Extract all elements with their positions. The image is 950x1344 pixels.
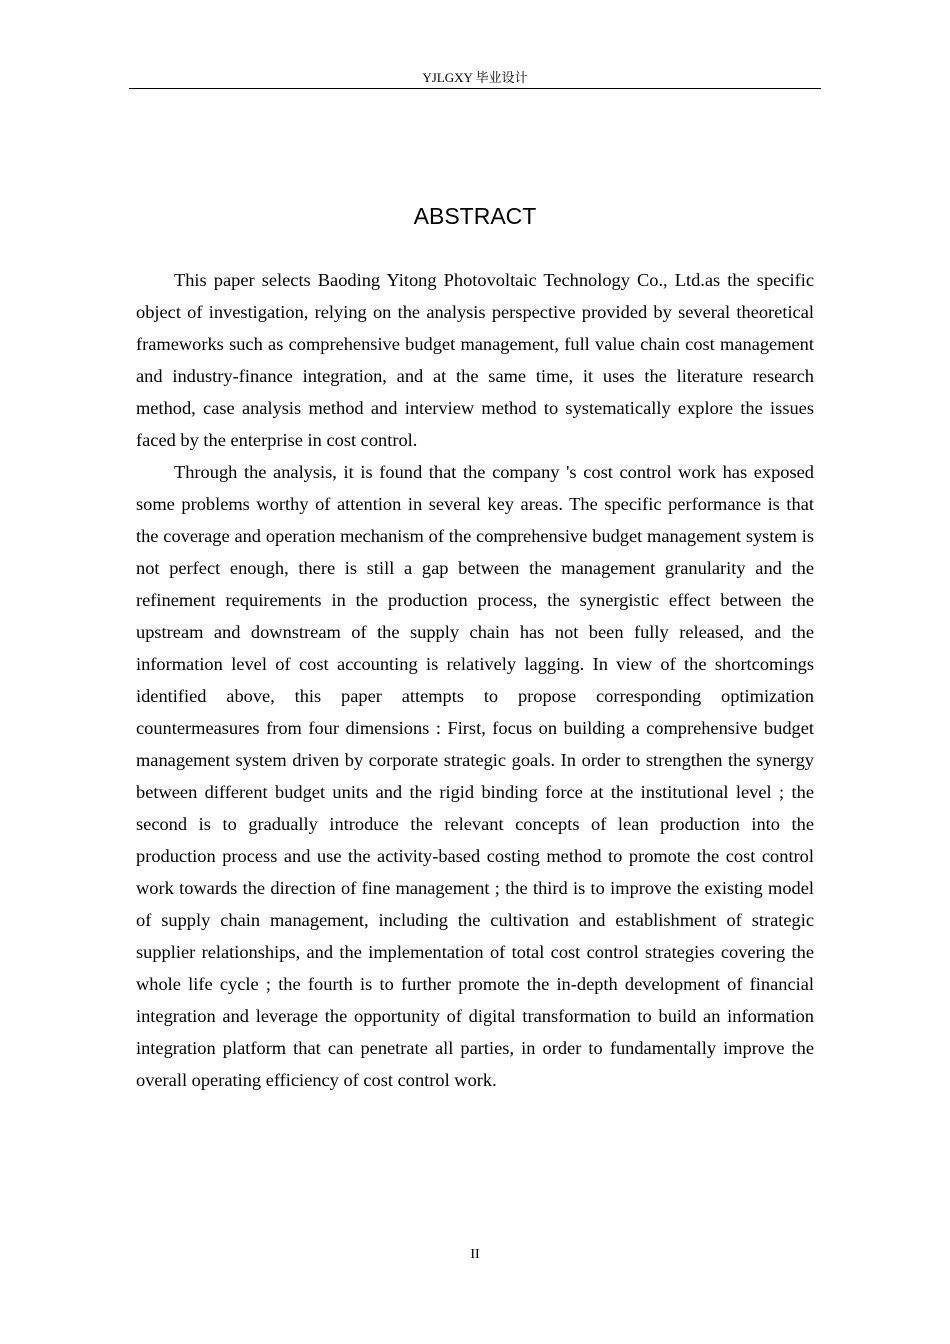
abstract-title: ABSTRACT (413, 203, 537, 229)
abstract-paragraph-1: This paper selects Baoding Yitong Photovoltaic Technology Co., Ltd.as the specific object of investigation, relying on the analysis perspective provided by several theoretical frameworks such as comprehensive budget management, full value chain cost management and industry-finance integration, and at the same time, it uses the literature research method, case analysis method and interview method to systematically explore the issues faced by the enterprise in cost control. (136, 270, 814, 450)
abstract-paragraph-2: Through the analysis, it is found that the company 's cost control work has exposed some problems worthy of attention in several key areas. The specific performance is that the coverage and operation mechanism of the comprehensive budget management system is not perfect enough, there is still a gap between the management granularity and the refinement requirements in the production process, the synergistic effect between the upstream and downstream of the supply chain has not been fully released, and the information level of cost accounting is relatively lagging. In view of the shortcomings identified above, this paper attempts to propose corresponding optimization countermeasures from four dimensions : First, focus on building a comprehensive budget management system driven by corporate strategic goals. In order to strengthen the synergy between different budget units and the rigid binding force at the institutional level ; the second is to gradually introduce the relevant concepts of lean production into the production process and use the activity-based costing method to promote the cost control work towards the direction of fine management ; the third is to improve the existing model of supply chain management, including the cultivation and establishment of strategic supplier relationships, and the implementation of total cost control strategies covering the whole life cycle ; the fourth is to further promote the in-depth development of financial integration and leverage the opportunity of digital transformation to build an information integration platform that can penetrate all parties, in order to fundamentally improve the overall operating efficiency of cost control work. (136, 462, 814, 1090)
header-rule (129, 88, 821, 89)
abstract-body (136, 264, 814, 1096)
page-number: II (470, 1247, 480, 1262)
page-header: YJLGXY 毕业设计 (422, 70, 528, 85)
